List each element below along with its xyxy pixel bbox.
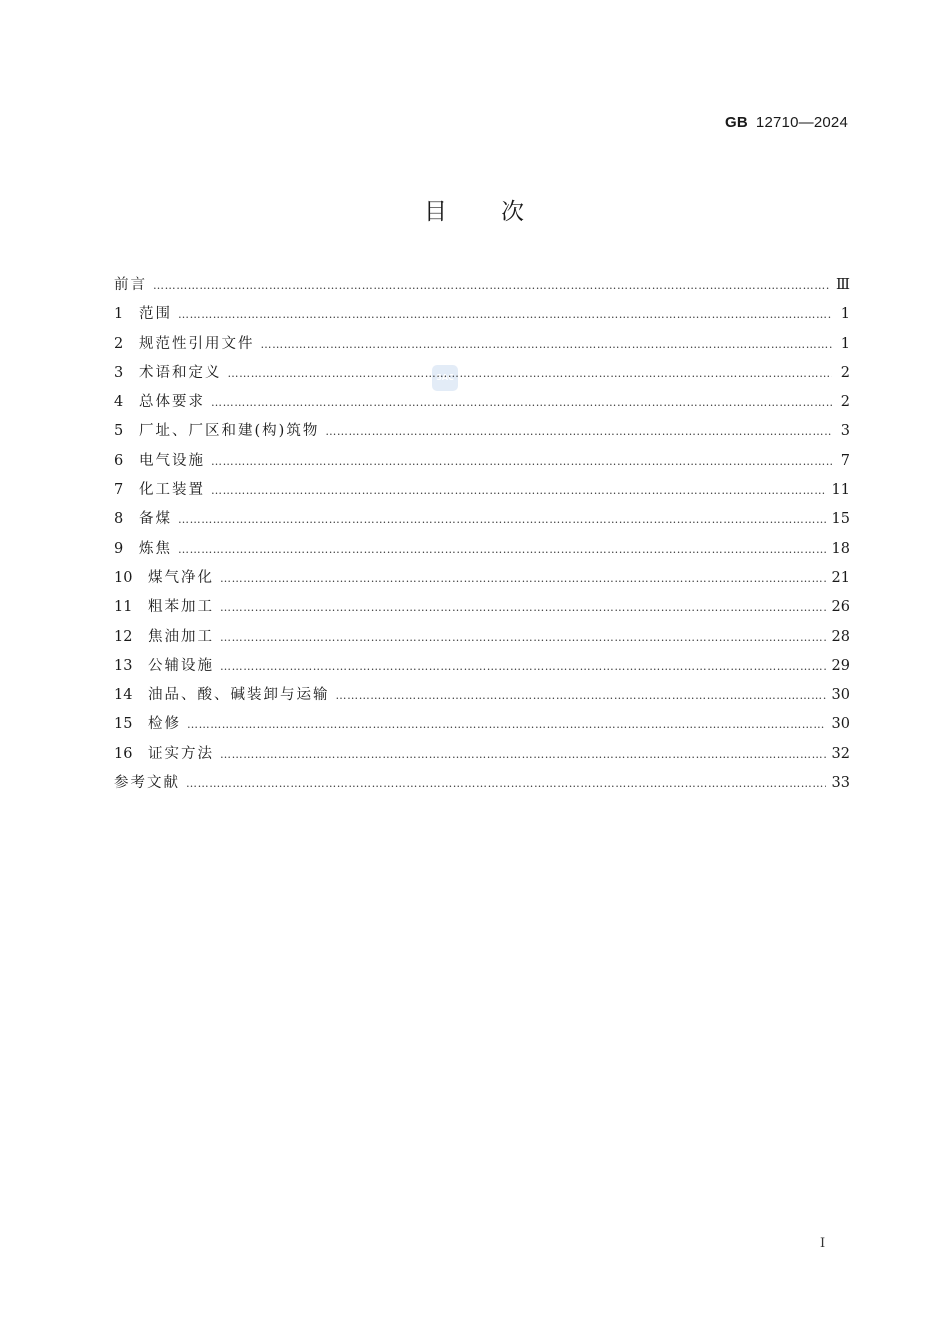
toc-entry-label: 总体要求: [139, 394, 205, 411]
toc-entry-label: 参考文献: [114, 775, 180, 792]
toc-entry-page: 2: [840, 394, 850, 411]
dot-leader: [228, 367, 833, 380]
toc-entry-label: 前言: [114, 277, 147, 293]
toc-entry-label: 备煤: [139, 511, 172, 528]
toc-entry-number: 7: [114, 482, 124, 499]
toc-entry[interactable]: [114, 625, 850, 654]
toc-entry-page: 7: [840, 452, 850, 469]
toc-entry-number: 4: [114, 394, 124, 411]
dot-leader: [178, 308, 832, 321]
toc-entry-number: 6: [114, 452, 124, 469]
toc-entry-page: 15: [831, 511, 850, 528]
toc-entry[interactable]: [114, 507, 850, 536]
standard-prefix: GB: [725, 114, 748, 131]
toc-entry-number: 9: [114, 540, 124, 557]
sac-watermark: SAC: [432, 365, 458, 391]
dot-leader: [153, 279, 830, 292]
toc-entry-label: 公辅设施: [148, 657, 214, 674]
toc-entry-label: 油品、酸、碱装卸与运输: [148, 687, 330, 704]
dot-leader: [261, 338, 833, 351]
toc-entry-label: 粗苯加工: [148, 599, 214, 616]
toc-entry-label: 规范性引用文件: [139, 335, 255, 352]
toc-entry-label: 范围: [139, 306, 172, 323]
toc-entry-number: 3: [114, 364, 124, 381]
toc-entry[interactable]: [114, 390, 850, 419]
toc-entry-page: 3: [840, 423, 850, 440]
toc-entry[interactable]: [114, 712, 850, 741]
toc-entry-page: 30: [831, 687, 850, 704]
toc-entry-number: 12: [114, 628, 133, 645]
dot-leader: [220, 631, 826, 644]
dot-leader: [336, 689, 826, 702]
toc-entry[interactable]: [114, 595, 850, 624]
toc-entry-label: 电气设施: [139, 452, 205, 469]
toc-entry-page: 1: [840, 306, 850, 323]
toc-entry[interactable]: [114, 771, 850, 800]
standard-code: [725, 114, 848, 131]
toc-entry-number: 14: [114, 687, 133, 704]
dot-leader: [220, 748, 826, 761]
toc-entry-page: 21: [831, 569, 850, 586]
toc-entry-label: 化工装置: [139, 482, 205, 499]
toc-entry[interactable]: [114, 683, 850, 712]
dot-leader: [178, 543, 826, 556]
toc-entry-label: 焦油加工: [148, 628, 214, 645]
toc-entry-number: 8: [114, 511, 124, 528]
toc-entry-label: 检修: [148, 716, 181, 733]
toc-entry[interactable]: [114, 742, 850, 771]
toc-entry-page: Ⅲ: [836, 277, 850, 293]
toc-entry[interactable]: [114, 654, 850, 683]
dot-leader: [211, 455, 832, 468]
toc-entry-number: 10: [114, 569, 133, 586]
dot-leader: [211, 396, 832, 409]
toc-entry-page: 11: [831, 482, 850, 499]
toc-entry-page: 28: [831, 628, 850, 645]
toc-entry[interactable]: [114, 302, 850, 331]
toc-entry-label: 证实方法: [148, 745, 214, 762]
toc-entry[interactable]: [114, 566, 850, 595]
toc-entry-number: 16: [114, 745, 133, 762]
toc-entry-number: 5: [114, 423, 124, 440]
toc-entry-page: 1: [840, 335, 850, 352]
dot-leader: [186, 777, 826, 790]
toc-entry-page: 2: [840, 364, 850, 381]
toc-entry-page: 29: [831, 657, 850, 674]
page-title: [0, 193, 950, 226]
toc-entry[interactable]: [114, 273, 850, 302]
toc-entry-page: 26: [831, 599, 850, 616]
dot-leader: [211, 484, 826, 497]
toc-entry[interactable]: [114, 419, 850, 448]
dot-leader: [325, 425, 832, 438]
dot-leader: [187, 718, 826, 731]
dot-leader: [220, 660, 826, 673]
toc-entry-label: 厂址、厂区和建(构)筑物: [139, 423, 320, 440]
toc-entry-label: 术语和定义: [139, 364, 222, 381]
toc-entry-label: 煤气净化: [148, 569, 214, 586]
toc-entry-number: 2: [114, 335, 124, 352]
toc-entry-page: 32: [831, 745, 850, 762]
toc-entry-number: 13: [114, 657, 133, 674]
title-char-1: 目: [424, 199, 449, 225]
dot-leader: [178, 513, 826, 526]
dot-leader: [220, 601, 826, 614]
toc-entry[interactable]: [114, 449, 850, 478]
toc-entry[interactable]: [114, 332, 850, 361]
toc-entry-number: 1: [114, 306, 124, 323]
toc-entry[interactable]: [114, 361, 850, 390]
title-char-2: 次: [501, 199, 526, 225]
toc-entry-number: 11: [114, 599, 133, 616]
toc-entry-number: 15: [114, 716, 133, 733]
toc-entry[interactable]: [114, 537, 850, 566]
page-number: Ⅰ: [820, 1236, 826, 1251]
toc-entry-page: 33: [831, 775, 850, 792]
table-of-contents: [114, 273, 850, 800]
toc-entry[interactable]: [114, 478, 850, 507]
dot-leader: [220, 572, 826, 585]
toc-entry-page: 18: [831, 540, 850, 557]
toc-entry-page: 30: [831, 716, 850, 733]
toc-entry-label: 炼焦: [139, 540, 172, 557]
standard-number: 12710—2024: [755, 114, 848, 131]
